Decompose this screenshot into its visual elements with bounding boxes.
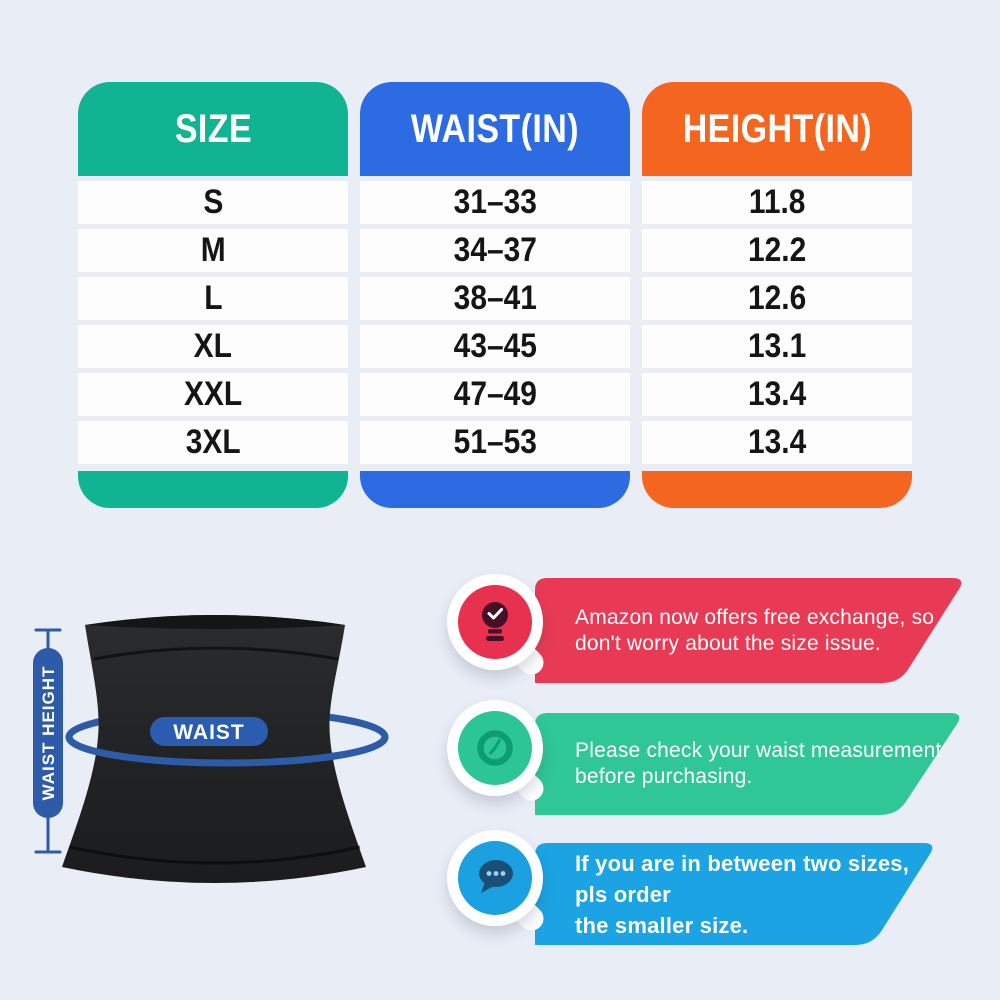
tip-line: before purchasing.	[575, 765, 753, 788]
waist-value: 34–37	[453, 231, 537, 269]
table-row	[78, 181, 348, 224]
size-value: 3XL	[185, 423, 241, 461]
height-value: 12.2	[747, 231, 807, 269]
tip-badge-exchange	[447, 574, 543, 670]
chat-dots-icon	[458, 841, 532, 915]
waist-column-header	[360, 82, 630, 176]
tip-line: don't worry about the size issue.	[575, 631, 881, 655]
tip-text-measure	[575, 713, 942, 815]
waist-value: 47–49	[453, 375, 537, 413]
waist-height-label: WAIST HEIGHT	[39, 665, 58, 801]
height-column-footer	[642, 471, 912, 508]
table-row	[642, 229, 912, 272]
table-row	[78, 373, 348, 416]
tip-line: the smaller size.	[575, 912, 749, 938]
size-column-header	[78, 82, 348, 176]
waist-value: 51–53	[453, 423, 537, 461]
tip-line: Amazon now offers free exchange, so	[575, 605, 935, 629]
table-row	[360, 421, 630, 464]
lightbulb-check-icon	[458, 585, 532, 659]
height-column-header	[642, 82, 912, 176]
tip-banner-measure	[535, 713, 965, 815]
waist-value: 31–33	[453, 183, 537, 221]
waist-value: 38–41	[453, 279, 537, 317]
waist-column-label: WAIST(IN)	[410, 106, 580, 151]
waist-trainer-drawing	[10, 585, 430, 905]
table-row	[642, 373, 912, 416]
table-row	[78, 421, 348, 464]
tip-line: If you are in between two sizes, pls order	[575, 850, 910, 907]
height-value: 13.4	[747, 375, 807, 413]
size-value: S	[203, 183, 223, 221]
tip-line: Please check your waist measurement	[575, 739, 942, 762]
size-value: XL	[193, 327, 233, 365]
table-row	[360, 373, 630, 416]
height-column	[642, 82, 912, 508]
table-row	[642, 181, 912, 224]
size-value: XXL	[183, 375, 243, 413]
waist-column	[360, 82, 630, 508]
table-row	[642, 421, 912, 464]
garment-top-rim	[85, 615, 345, 629]
waist-trainer-illustration	[10, 585, 430, 905]
size-column-footer	[78, 471, 348, 508]
tip-text-exchange	[575, 578, 934, 683]
size-chart-table	[78, 82, 912, 508]
waist-label: WAIST	[173, 721, 245, 744]
table-row	[642, 277, 912, 320]
tip-text-between-sizes	[575, 843, 938, 945]
size-column	[78, 82, 348, 508]
table-row	[360, 277, 630, 320]
table-row	[360, 229, 630, 272]
table-row	[78, 325, 348, 368]
tip-banner-between-sizes	[535, 843, 938, 945]
tip-badge-measure	[447, 700, 543, 796]
table-row	[78, 229, 348, 272]
height-value: 12.6	[747, 279, 807, 317]
size-column-label: SIZE	[174, 106, 252, 151]
table-row	[360, 325, 630, 368]
height-value: 13.4	[747, 423, 807, 461]
size-value: M	[200, 231, 226, 269]
height-column-label: HEIGHT(IN)	[682, 106, 872, 151]
clock-icon	[458, 711, 532, 785]
table-row	[360, 181, 630, 224]
height-value: 13.1	[747, 327, 807, 365]
tip-badge-between-sizes	[447, 830, 543, 926]
table-row	[78, 277, 348, 320]
table-row	[642, 325, 912, 368]
waist-column-footer	[360, 471, 630, 508]
size-value: L	[203, 279, 223, 317]
height-value: 11.8	[748, 183, 806, 221]
tip-banner-exchange	[535, 578, 967, 683]
waist-value: 43–45	[453, 327, 537, 365]
